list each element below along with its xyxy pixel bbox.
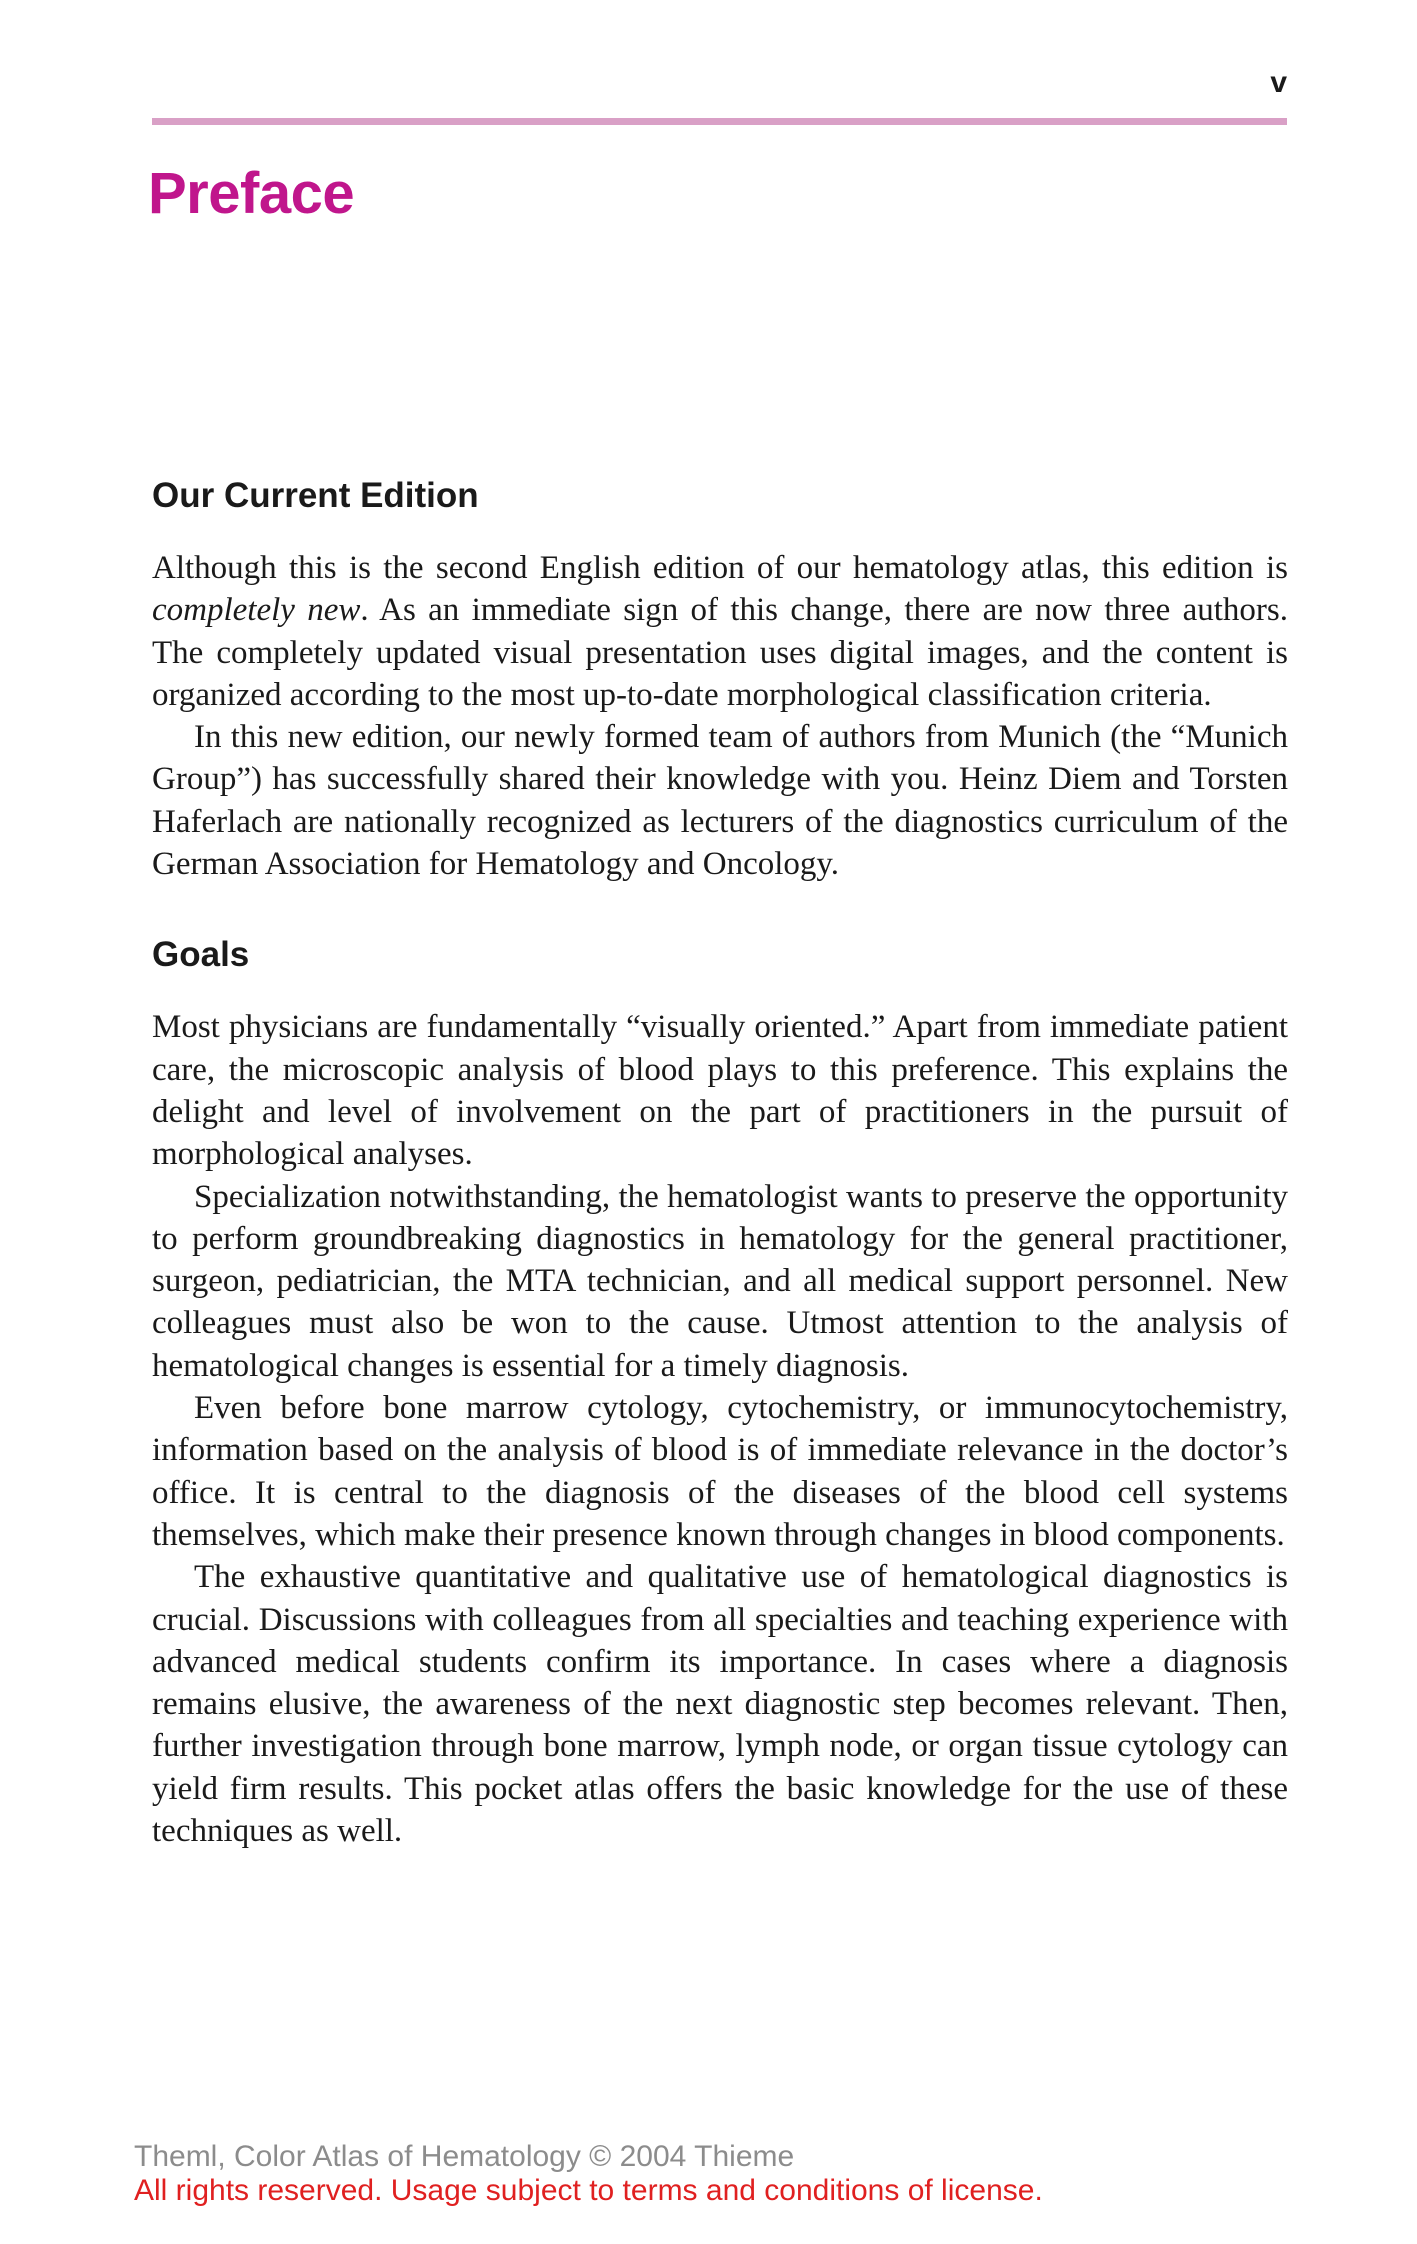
license-footer [134,2140,1043,2208]
copyright-line: Theml, Color Atlas of Hematology © 2004 Thieme [134,2140,795,2173]
section-heading-goals: Goals [152,935,250,975]
license-line: All rights reserved. Usage subject to terms and conditions of license. [134,2174,1043,2207]
section-body-goals [152,1006,1288,1852]
paragraph-text: Although this is the second English edition of our hematology atlas, this edition is [152,550,1288,586]
paragraph: The exhaustive quantitative and qualitative use of hematological diagnostics is crucial. Discussions with colleagues from all specialties and teaching experience with advanced medical students confirm its importance. In cases where a diagnosis remains elusive, the awareness of the next diagnostic step becomes relevant. Then, further investigation through bone marrow, lymph node, or organ tissue cytology can yield firm results. This pocket atlas offers the basic knowledge for the use of these techniques as well. [152,1559,1288,1850]
main-content [152,470,1288,1852]
paragraph-text: . As an immediate sign of this change, there are now three authors. The completely updated visual presentation uses digital images, and the content is organized according to the most up-to-date morphological classification criteria. [152,592,1288,713]
section-body-current-edition [152,547,1288,885]
paragraph [152,547,1288,716]
emphasis-text: completely new [152,592,361,629]
page-title: Preface [148,161,355,226]
paragraph: Most physicians are fundamentally “visually oriented.” Apart from immediate patient care, the microscopic analysis of blood plays to this preference. This explains the delight and level of involvement on the part of practitioners in the pursuit of morphological analyses. [152,1009,1288,1173]
paragraph: In this new edition, our newly formed team of authors from Munich (the “Munich Group”) has successfully shared their knowledge with you. Heinz Diem and Torsten Haferlach are nationally recognized as lecturers of the diagnostics curriculum of the German Association for Hematology and Oncology. [152,719,1288,883]
paragraph: Specialization notwithstanding, the hematologist wants to preserve the opportunity to perform groundbreaking diagnostics in hematology for the general practitioner, surgeon, pediatrician, the MTA technician, and all medical support personnel. New colleagues must also be won to the cause. Utmost attention to the analysis of hematological changes is essential for a timely diagnosis. [152,1178,1288,1384]
page-number: v [1270,66,1287,99]
paragraph: Even before bone marrow cytology, cytochemistry, or immunocytochemistry, information based on the analysis of blood is of immediate relevance in the doctor’s office. It is central to the diagnosis of the diseases of the blood cell systems themselves, which make their presence known through changes in blood components. [152,1390,1288,1553]
header-rule [152,118,1287,125]
section-heading-current-edition: Our Current Edition [152,476,479,515]
